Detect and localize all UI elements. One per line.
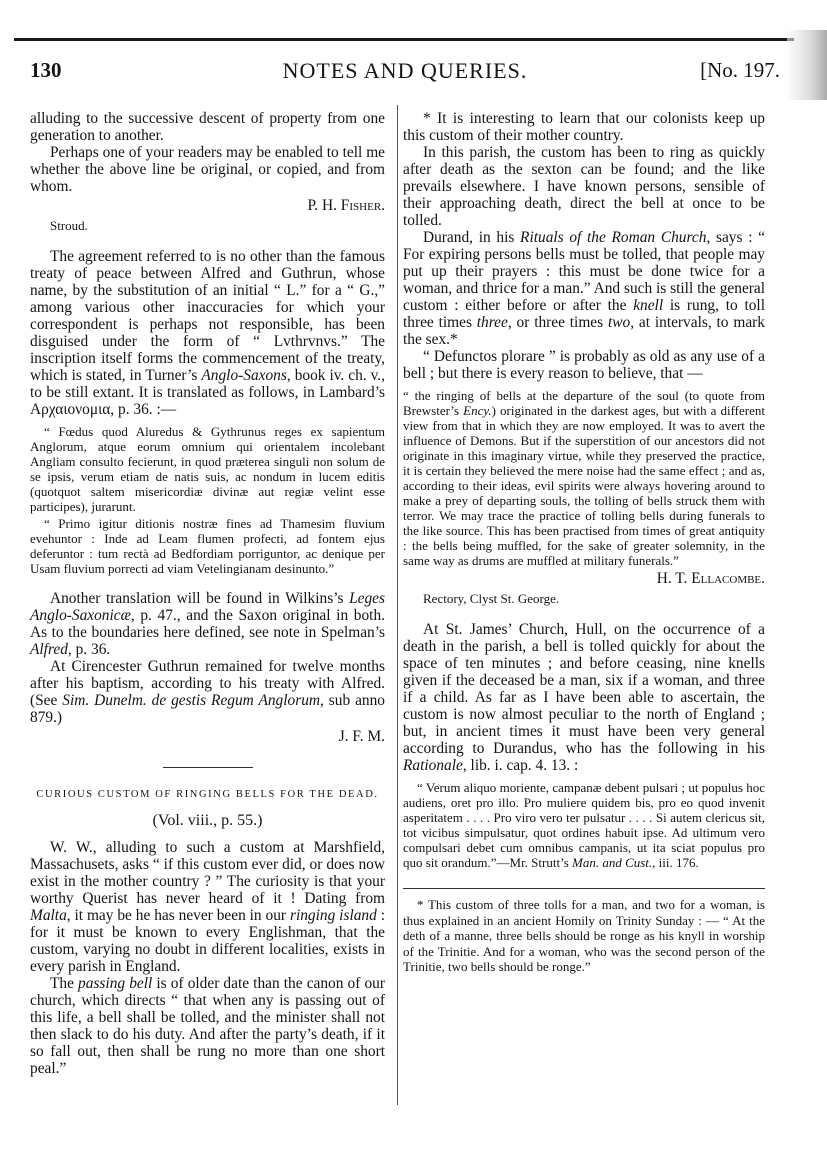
issue-number: [No. 197.: [700, 58, 780, 82]
footnote: * This custom of three tolls for a man, and two for a woman, is thus explained in an ancient Homily on Trinity Sunday : — “ At the deth of a manne, three bells should be ronge as his knyll in worship of the Trinitie. And for a woman, who was the second person of the Trinitie, two bells should be ronge.”: [403, 897, 765, 974]
section-title: CURIOUS CUSTOM OF RINGING BELLS FOR THE DEAD.: [36, 789, 379, 800]
block-quote: “ the ringing of bells at the departure of the soul (to quote from Brewster’s Ency.) originated in the darkest ages, but with a different view from that in which they are now employed. It was to avert the influence of Demons. But if the superstition of our ancestors did not originate in this imaginary virtue, while they preserved the practice, it is certain they believed the mere noise had the same effect ; and as, according to their ideas, evil spirits were always hovering around to make a prey of departing souls, the tolling of bells struck them with terror. We may trace the practice of tolling bells during funerals to the like source. This has been practised from times of great antiquity : the bells being muffled, for the sake of greater solemnity, in the same way as drums are muffled at military funerals.”: [403, 388, 765, 568]
column-divider: [397, 105, 398, 1105]
paragraph: W. W., alluding to such a custom at Marshfield, Massachusets, asks “ if this custom ever did, or does now exist in the mother country ? ” The curiosity is that your worthy Querist has never heard of it ! Dating from Malta, it may be he has never been in our ringing island : for it must be known to every Englishman, that the custom, varying no doubt in different localities, exists in every parish in England.: [30, 839, 385, 975]
paragraph: * It is interesting to learn that our colonists keep up this custom of their mother country.: [403, 110, 765, 144]
section-divider: [163, 767, 253, 768]
paragraph: At St. James’ Church, Hull, on the occurrence of a death in the parish, a bell is tolled quickly for about the space of ten minutes ; and before ceasing, nine knells given if the deceased be a man, six if a woman, and three if a child. As far as I have been able to ascertain, the custom is now almost peculiar to the north of England ; but, in ancient times it must have been very general according to Durandus, who has the following in his Rationale, lib. i. cap. 4. 13. :: [403, 621, 765, 774]
footnote-rule: [403, 888, 765, 889]
paragraph: alluding to the successive descent of property from one generation to another.: [30, 110, 385, 144]
page-number: 130: [30, 58, 62, 82]
left-column: [30, 110, 385, 1077]
paragraph: Perhaps one of your readers may be enabled to tell me whether the above line be original, or copied, and from whom.: [30, 144, 385, 195]
signature: H. T. Ellacombe.: [656, 570, 765, 587]
paragraph: At Cirencester Guthrun remained for twelve months after his baptism, according to his treaty with Alfred. (See Sim. Dunelm. de gestis Regum Anglorum, sub anno 879.): [30, 658, 386, 726]
latin-quote: “ Primo igitur ditionis nostræ fines ad Thamesim fluvium evehuntor : Inde ad Leam flumen profecti, ad fontem ejus deferuntor : tum rectà ad Bedfordiam porriguntor, ac denique per Usam fluvium porrecti ad viam Vetelingianam desinunto.”: [30, 516, 385, 576]
paragraph: Durand, in his Rituals of the Roman Church, says : “ For expiring persons bells must be tolled, that people may put up their prayers : this must be done twice for a woman, and thrice for a man.” And such is still the general custom : either before or after the knell is rung, to toll three times three, or three times two, at intervals, to mark the sex.*: [403, 229, 766, 348]
journal-title: NOTES AND QUERIES.: [282, 58, 528, 83]
latin-quote: “ Verum aliquo moriente, campanæ debent pulsari ; ut populus hoc audiens, oret pro illo. Pro muliere quidem bis, pro eo quod invenit asperitatem . . . . Pro viro vero ter pulsatur . . . . Si autem clericus sit, tot vicibus simpulsatur, quot ordines habuit ipse. Ad ultimum vero compulsari debet cum omnibus campanis, ut ita sciat populus pro quo sit orandum.”—Mr. Strutt’s Man. and Cust., iii. 176.: [403, 780, 765, 870]
page-header: [30, 58, 780, 90]
paragraph: “ Defunctos plorare ” is probably as old as any use of a bell ; but there is every reason to believe, that —: [403, 348, 765, 382]
place-line: Stroud.: [50, 218, 88, 233]
paragraph: The passing bell is of older date than the canon of our church, which directs “ that when any is passing out of this life, a bell shall be tolled, and the minister shall not then slack to do his duty. And after the party’s death, if it so fall out, then shall be rung no more than one short peal.”: [30, 975, 386, 1077]
signature: P. H. Fisher.: [307, 197, 385, 214]
paragraph: Another translation will be found in Wilkins’s Leges Anglo-Saxonicæ, p. 47., and the Saxon original in both. As to the boundaries here defined, see note in Spelman’s Alfred, p. 36.: [30, 590, 385, 658]
section-reference: (Vol. viii., p. 55.): [152, 812, 263, 829]
place-line: Rectory, Clyst St. George.: [423, 591, 560, 606]
signature: J. F. M.: [338, 728, 385, 745]
paragraph: In this parish, the custom has been to ring as quickly after death as the sexton can be found; and the like prevails elsewhere. I have known persons, sensible of their approaching death, direct the bell at once to be tolled.: [403, 144, 765, 229]
right-column: [403, 110, 765, 975]
top-rule: [14, 38, 794, 41]
page-edge-shadow: [787, 30, 827, 100]
latin-quote: “ Fœdus quod Aluredus & Gythrunus reges ex sapientum Anglorum, atque eorum omnium qui orientalem incolebant Angliam consulto fecierunt, in quod præterea singuli non solum de se ipsis, verum etiam de natis suis, ac nondum in lucem editis (quotquot saltem misericordiæ divinæ aut regiæ velint esse participes), jurarunt.: [30, 424, 385, 514]
paragraph: The agreement referred to is no other than the famous treaty of peace between Alfred and Guthrun, whose name, by the substitution of an initial “ L.” for a “ G.,” among various other inaccuracies for which your correspondent is perhaps not responsible, has been disguised under the form of “ Lvthrvnvs.” The inscription itself forms the commencement of the treaty, which is stated, in Turner’s Anglo-Saxons, book iv. ch. v., to be still extant. It is translated as follows, in Lambard’s Αρχαιονομια, p. 36. :—: [30, 248, 385, 418]
